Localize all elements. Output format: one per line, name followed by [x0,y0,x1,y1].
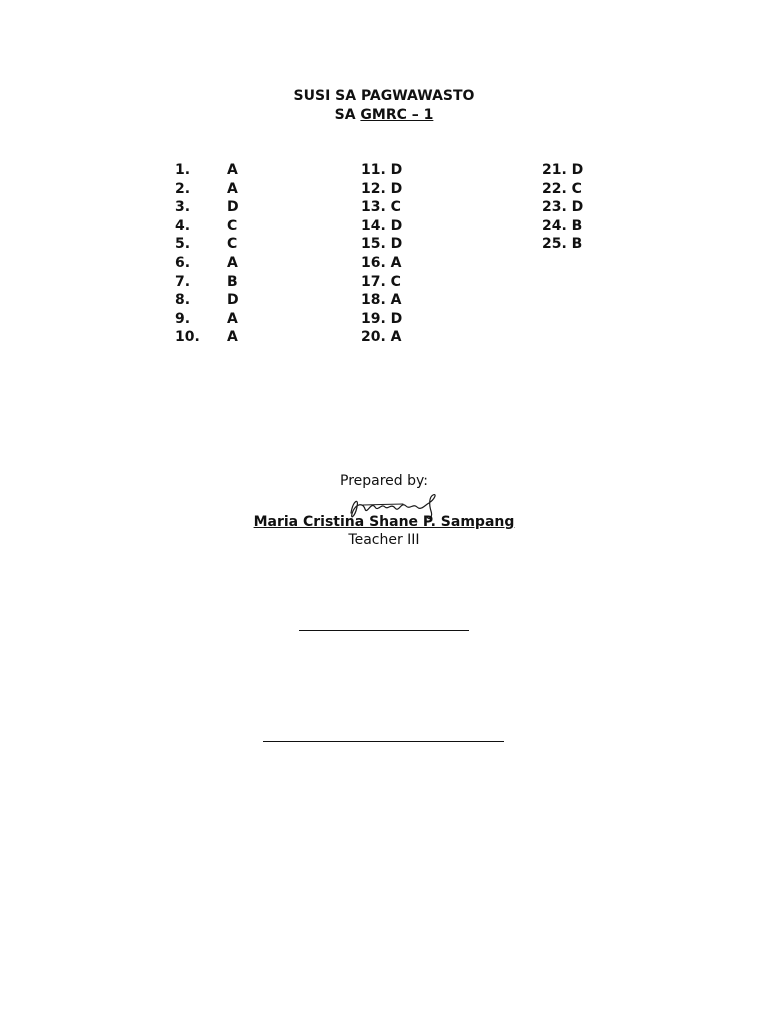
answer-item: 17. C [361,273,401,290]
answer-item [175,180,255,199]
item-number: 7. [175,273,191,290]
item-number: 3. [175,199,191,216]
answer-item [175,273,255,292]
answer-item: 14. D [361,217,403,234]
answer-item [175,291,255,310]
answer-item: 22. C [542,180,582,197]
answer-item: 11. D [361,162,403,178]
item-number: 10. [175,329,200,346]
signature-line [263,741,504,742]
prepared-by-label: Prepared by: [340,473,428,489]
answer-column-1 [175,161,255,347]
answer-item: 25. B [542,236,583,253]
answer-item: 20. A [361,329,402,346]
answer-item: 15. D [361,236,403,253]
item-answer: A [227,329,238,346]
item-number: 9. [175,310,191,327]
answer-key-title: SUSI SA PAGWAWASTO [293,88,475,104]
item-answer: C [227,236,238,253]
answer-item [175,217,255,236]
answer-item: 24. B [542,217,583,234]
answer-column-3 [542,161,622,254]
preparer-name: Maria Cristina Shane P. Sampang [253,514,515,530]
answer-item: 12. D [361,180,403,197]
item-answer: D [227,292,239,309]
item-answer: C [227,217,238,234]
item-answer: A [227,254,238,271]
item-number: 6. [175,254,191,271]
preparer-role: Teacher III [348,532,420,548]
answer-list [0,161,768,351]
answer-item: 18. A [361,292,402,309]
item-number: 5. [175,236,191,253]
answer-item: 21. D [542,162,584,178]
answer-item: 19. D [361,310,403,327]
answer-item: 23. D [542,199,584,216]
item-number: 4. [175,217,191,234]
signature-line [299,630,469,631]
subject-name: GMRC – 1 [360,107,434,123]
item-number: 2. [175,180,191,197]
answer-item [175,328,255,347]
answer-column-2 [361,161,441,347]
item-number: 8. [175,292,191,309]
item-answer: D [227,199,239,216]
answer-item [175,198,255,217]
item-answer: A [227,180,238,197]
answer-item [175,254,255,273]
item-number: 1. [175,162,191,178]
answer-item [175,310,255,329]
item-answer: A [227,162,238,178]
subject-prefix: SA [334,107,361,123]
answer-item: 13. C [361,199,401,216]
answer-item [175,161,255,180]
item-answer: B [227,273,238,290]
answer-key-subject [0,106,768,124]
answer-item [175,235,255,254]
answer-item: 16. A [361,254,402,271]
item-answer: A [227,310,238,327]
